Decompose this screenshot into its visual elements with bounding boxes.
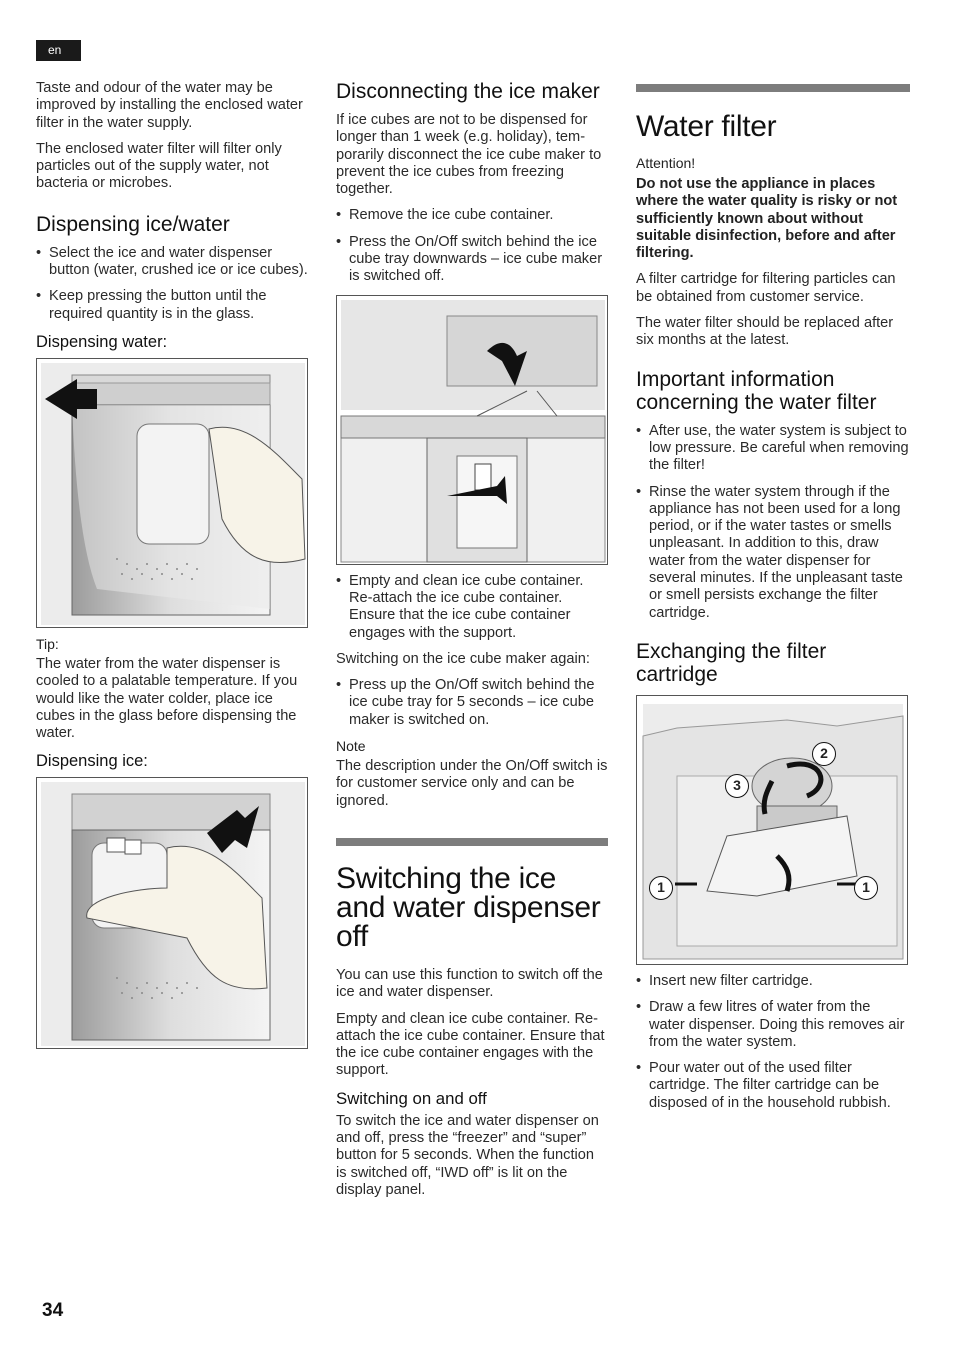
list-item: • Insert new filter cartridge. xyxy=(636,972,813,989)
dispensing-list xyxy=(36,245,314,323)
on-off-text: To switch the ice and water dispenser on and off, press the “freezer” and “super” button for 5 seconds. When the function is switched off, “IWD off” is lit on the display panel. xyxy=(336,1112,599,1198)
dispensing-heading: Dispensing ice/water xyxy=(36,212,230,236)
intro-paragraph: Taste and odour of the water may be improved by installing the enclosed water filter in the water supply. xyxy=(36,80,303,131)
dispensing-ice-figure xyxy=(36,777,308,1049)
attention-text: Do not use the appliance in places where the water quality is risky or not sufficiently known about without suitable disinfection, before and after filtering. xyxy=(636,176,898,262)
water-filter-heading: Water filter xyxy=(636,110,777,143)
callout-3: 3 xyxy=(725,774,749,798)
language-badge: en xyxy=(36,40,81,61)
on-off-heading: Switching on and off xyxy=(336,1088,487,1108)
dispensing-water-figure xyxy=(36,358,308,628)
list-item: • Remove the ice cube container. xyxy=(336,207,554,224)
dispensing-water-heading: Dispensing water: xyxy=(36,332,168,351)
water-filter-paragraph: A filter cartridge for filtering particles can be obtained from customer service. xyxy=(636,271,896,305)
note-label: Note xyxy=(336,738,366,755)
dispensing-ice-heading: Dispensing ice: xyxy=(36,752,148,771)
list-item: • Select the ice and water dispenser button (water, crushed ice or ice cubes). xyxy=(36,244,308,279)
switch-on-list xyxy=(336,677,608,729)
column-right xyxy=(636,80,910,1121)
intro-paragraph: The enclosed water filter will filter only particles out of the supply water, not bacteria or microbes. xyxy=(36,140,282,192)
callout-1-right: 1 xyxy=(854,876,878,900)
list-item: • Pour water out of the used filter cartridge. The filter cartridge can be disposed of in the household rubbish. xyxy=(636,1060,891,1111)
section-rule xyxy=(336,838,608,846)
switch-off-paragraph: You can use this function to switch off the ice and water dispenser. xyxy=(336,966,603,1001)
switch-off-heading: Switching the ice and water dispenser off xyxy=(336,861,601,953)
list-item: • Keep pressing the button until the required quantity is in the glass. xyxy=(36,288,267,322)
note-text: The description under the On/Off switch is for customer service only and can be ignored. xyxy=(336,758,608,809)
attention-label: Attention! xyxy=(636,155,696,171)
after-figure-list xyxy=(336,573,608,642)
filter-cartridge-illustration xyxy=(637,696,908,965)
water-filter-paragraph: The water filter should be replaced after six months at the latest. xyxy=(636,315,894,349)
list-item: • Press up the On/Off switch behind the ice cube tray for 5 seconds – ice cube maker is switched on. xyxy=(336,677,595,728)
important-heading: Important information concerning the water filter xyxy=(636,367,877,414)
section-rule xyxy=(636,84,910,92)
callout-1-left: 1 xyxy=(649,876,673,900)
disconnect-text: If ice cubes are not to be dispensed for longer than 1 week (e.g. holiday), temporarily disconnect the ice cube maker to prevent the ice cubes from freezing together. xyxy=(336,112,602,198)
tip-text: The water from the water dispenser is cooled to a palatable temperature. If you would like the water colder, place ice cubes in the glass before dispensing the water. xyxy=(36,655,298,742)
page-number: 34 xyxy=(42,1300,64,1321)
list-item: • Draw a few litres of water from the water dispenser. Doing this removes air from the water system. xyxy=(636,999,905,1050)
dispensing-ice-illustration xyxy=(37,778,308,1049)
disconnect-list xyxy=(336,207,608,285)
column-left xyxy=(36,80,314,1049)
list-item: • Rinse the water system through if the appliance has not been used for a long period, or if the water tastes or smells unpleasant. In addition to this, draw water from the water dispenser for several minutes. If the unpleasant taste or smell persists exchange the filter cartridge. xyxy=(636,483,903,621)
callout-2: 2 xyxy=(812,742,836,766)
ice-maker-switch-illustration xyxy=(337,296,608,565)
list-item: • Press the On/Off switch behind the ice cube tray downwards – ice cube maker is switched off. xyxy=(336,233,603,285)
exchange-list xyxy=(636,973,910,1112)
exchange-heading: Exchanging the filter cartridge xyxy=(636,639,827,686)
dispensing-water-illustration xyxy=(37,359,308,628)
column-middle xyxy=(336,80,608,1208)
filter-cartridge-figure xyxy=(636,695,908,965)
switch-on-again: Switching on the ice cube maker again: xyxy=(336,650,590,667)
important-list xyxy=(636,423,910,622)
list-item: • After use, the water system is subject to low pressure. Be careful when removing the filter! xyxy=(636,422,909,474)
ice-maker-switch-figure xyxy=(336,295,608,565)
tip-label: Tip: xyxy=(36,635,59,652)
disconnect-heading: Disconnecting the ice maker xyxy=(336,80,600,103)
switch-off-paragraph: Empty and clean ice cube container. Re-attach the ice cube container. Ensure that the ice cube container engages with the support. xyxy=(336,1010,605,1079)
list-item: • Empty and clean ice cube container. Re-attach the ice cube container. Ensure that the ice cube container engages with the support. xyxy=(336,572,584,641)
